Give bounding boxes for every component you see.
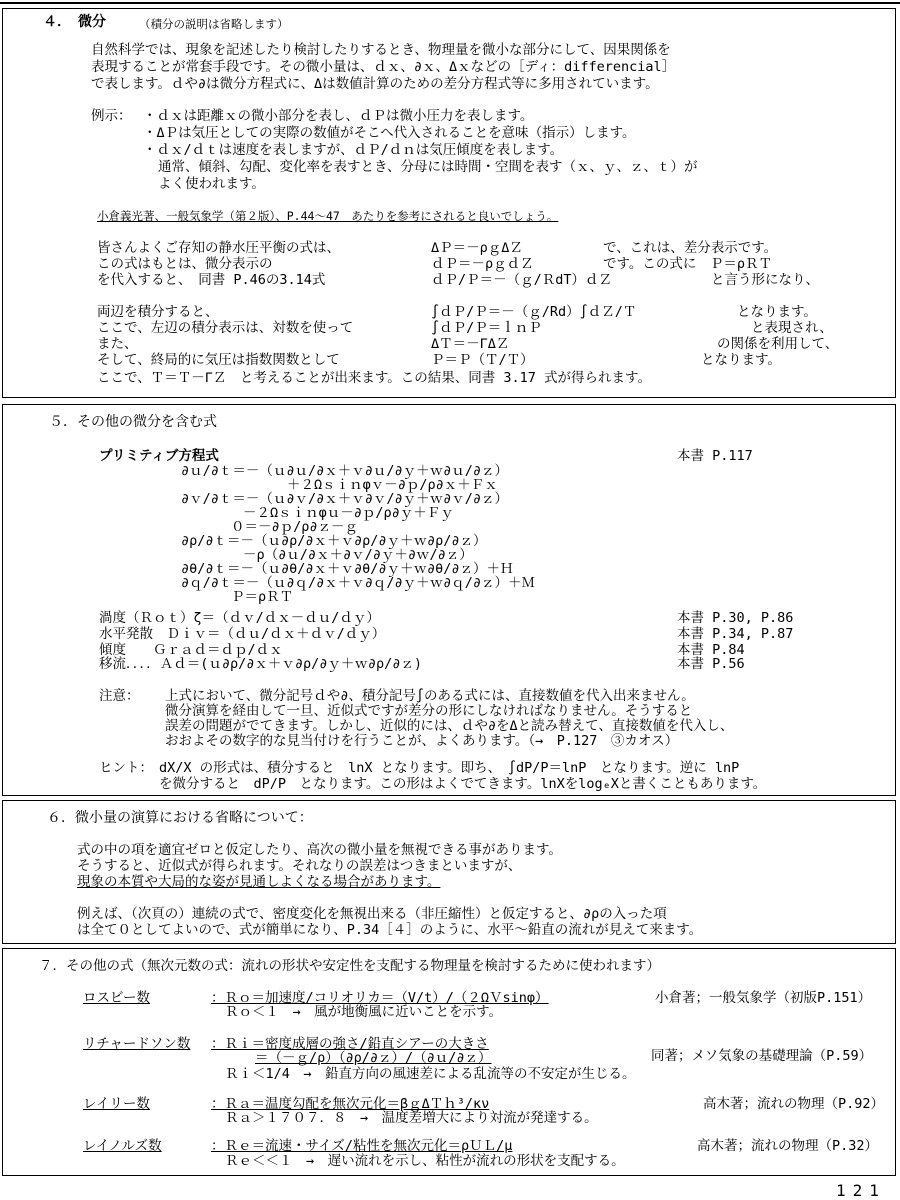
section-4-heading-note: （積分の説明は省略します）	[139, 17, 289, 31]
note-line: おおよその数字的な見当付けを行うことが、よくあります。（→ P.127 ③カオス）	[165, 733, 679, 749]
derivation-conclusion: ここで、Ｔ＝Ｔ－ΓＺ と考えることが出来ます。この結果、同書 3.17 式が得られます。	[97, 370, 651, 386]
number-condition: Ｒａ＞１７０７．８ → 温度差増大により対流が発達する。	[225, 1110, 598, 1126]
section-5-heading: ５．その他の微分を含む式	[49, 414, 217, 430]
derivation-remark: です。この式に Ｐ＝ρＲＴ	[603, 256, 773, 272]
definition-line: 傾度 Ｇｒａｄ＝ｄｐ/ｄｘ	[99, 642, 283, 658]
derivation-formula: ｄＰ/Ｐ＝－（ｇ/ＲdT）ｄＺ	[431, 272, 613, 288]
number-condition: Ｒｏ＜１ → 風が地衡風に近いことを示す。	[225, 1004, 503, 1020]
derivation-text: 両辺を積分すると、	[97, 304, 219, 320]
number-formula: ：Ｒｅ＝流速・サイズ/粘性を無次元化＝ρＵＬ/μ	[211, 1138, 513, 1154]
definition-line: 渦度（Ｒｏｔ）ζ＝（ｄｖ/ｄｘ－ｄｕ/ｄｙ）	[99, 610, 380, 626]
derivation-remark: となります。	[701, 352, 781, 368]
equation-line: ０＝－∂ｐ/ρ∂ｚ－ｇ	[231, 519, 359, 535]
definition-ref: 本書 P.34, P.87	[677, 626, 794, 642]
number-name: ロスビー数	[83, 990, 150, 1006]
section-4-heading: ４． 微分	[43, 14, 106, 30]
number-condition: Ｒｉ＜1/4 → 鉛直方向の風速差による乱流等の不安定が生じる。	[225, 1066, 636, 1082]
derivation-text: 皆さんよくご存知の静水圧平衡の式は、	[97, 240, 340, 256]
hint-line: を微分すると dP/P となります。この形はよくでてきます。lnXをlogₑXと書くこともあります。	[159, 776, 767, 792]
number-ref: 高木著；流れの物理（P.32）	[697, 1138, 879, 1154]
equation-line: ∂ｖ/∂ｔ＝－（ｕ∂ｖ/∂ｘ＋ｖ∂ｖ/∂ｙ＋ｗ∂ｖ/∂ｚ）	[181, 491, 509, 507]
equation-line: ∂ｑ/∂ｔ＝－（ｕ∂ｑ/∂ｘ＋ｖ∂ｑ/∂ｙ＋ｗ∂ｑ/∂ｚ）＋Ｍ	[181, 575, 536, 591]
number-ref: 高木著；流れの物理（P.92）	[703, 1096, 885, 1112]
equation-line: －ρ（∂ｕ/∂ｘ＋∂ｖ/∂ｙ＋∂ｗ/∂ｚ）	[243, 547, 473, 563]
derivation-text: を代入すると、 同書 P.46の3.14式	[97, 272, 326, 288]
note-line: 誤差の問題がでてきます。しかし、近似的には、ｄや∂をΔと読み替えて、直接数値を代入し、	[165, 718, 734, 734]
number-ref: 同著；メソ気象の基礎理論（P.59）	[651, 1048, 873, 1064]
equation-line: ∂ρ/∂ｔ＝－（ｕ∂ρ/∂ｘ＋ｖ∂ρ/∂ｙ＋ｗ∂ρ/∂ｚ）	[181, 533, 487, 549]
equation-line: ＋２Ωｓｉｎφｖ－∂ｐ/ρ∂ｘ＋Ｆｘ	[287, 477, 498, 493]
intro-line: 表現することが常套手段です。その微小量は、ｄｘ、∂ｘ、Δｘなどの［ディ：differencial］	[91, 59, 676, 75]
equation-line: －２Ωｓｉｎφｕ－∂ｐ/ρ∂ｙ＋Ｆｙ	[243, 505, 454, 521]
example-label: 例示：	[91, 108, 132, 124]
equation-line: Ｐ＝ρＲＴ	[231, 589, 294, 605]
section-7-box	[2, 948, 896, 1176]
number-name: リチャードソン数	[83, 1036, 191, 1052]
number-name: レイノルズ数	[83, 1138, 162, 1154]
page-number: 121	[836, 1181, 886, 1200]
derivation-remark: となります。	[737, 304, 817, 320]
note-label: 注意：	[99, 688, 140, 704]
note-line: 微分演算を経由して一旦、近似式ですが差分の形にしなければなりません。そうすると	[165, 703, 693, 719]
derivation-formula: ΔＴ＝－ΓΔＺ	[431, 336, 510, 352]
derivation-remark: の関係を利用して、	[717, 336, 839, 352]
paragraph-line-underlined: 現象の本質や大局的な姿が見通しよくなる場合があります。	[77, 874, 441, 890]
intro-line: で表します。ｄや∂は微分方程式に、Δは数値計算のための差分方程式等に多用されています。	[91, 76, 659, 92]
definition-ref: 本書 P.56	[677, 656, 745, 672]
number-name: レイリー数	[83, 1096, 150, 1112]
derivation-remark: で、これは、差分表示です。	[603, 240, 778, 256]
hint-line: dX/X の形式は、積分すると lnX となります。即ち、 ∫dP/P＝lnP となります。逆に lnP	[159, 760, 740, 776]
derivation-text: ここで、左辺の積分表示は、対数を使って	[97, 320, 354, 336]
example-line: 通常、傾斜、勾配、変化率を表すとき、分母には時間・空間を表す（ｘ、ｙ、ｚ、ｔ）が	[158, 159, 698, 175]
intro-line: 自然科学では、現象を記述したり検討したりするとき、物理量を微小な部分にして、因果関係を	[91, 42, 671, 58]
equation-line: ∂θ/∂ｔ＝－（ｕ∂θ/∂ｘ＋ｖ∂θ/∂ｙ＋ｗ∂θ/∂ｚ）＋Ｈ	[181, 561, 514, 577]
derivation-text: また、	[97, 336, 138, 352]
derivation-formula: Ｐ＝Ｐ（Ｔ/Ｔ）	[431, 352, 534, 368]
section-7-heading: ７．その他の式（無次元数の式：流れの形状や安定性を支配する物理量を検討するために使われます）	[39, 958, 660, 974]
number-condition: Ｒｅ＜＜１ → 遅い流れを示し、粘性が流れの形状を支配する。	[225, 1153, 625, 1169]
paragraph-line: は全て０としてよいので、式が簡単になり、P.34［４］のように、水平～鉛直の流れが見えて来ます。	[77, 922, 703, 938]
note-line: 上式において、微分記号ｄや∂、積分記号∫のある式には、直接数値を代入出来ません。	[165, 688, 695, 704]
number-formula: ：Ｒｉ＝密度成層の強さ/鉛直シアーの大きさ	[211, 1036, 489, 1052]
derivation-text: この式はもとは、微分表示の	[97, 256, 273, 272]
definition-ref: 本書 P.30, P.86	[677, 610, 794, 626]
number-formula: ：Ｒｏ＝加速度/コリオリカ＝（V/t）/（２ΩＶsinφ）	[211, 990, 549, 1006]
example-line: ・ΔＰは気圧としての実際の数値がそこへ代入されることを意味（指示）します。	[143, 125, 636, 141]
derivation-formula: ∫ｄＰ/Ｐ＝－（ｇ/Rd）∫ｄＺ/Ｔ	[431, 304, 637, 320]
derivation-text: そして、終局的に気圧は指数関数として	[97, 352, 340, 368]
number-ref: 小倉著；一般気象学（初版P.151）	[655, 990, 872, 1006]
top-rule	[0, 2, 900, 4]
section-5-box	[2, 404, 896, 796]
number-formula: ：Ｒａ＝温度勾配を無次元化＝βｇΔＴｈ³/κν	[211, 1096, 490, 1112]
equation-line: ∂ｕ/∂ｔ＝－（ｕ∂ｕ/∂ｘ＋ｖ∂ｕ/∂ｙ＋ｗ∂ｕ/∂ｚ）	[181, 463, 509, 479]
primitive-equations-title: プリミティブ方程式	[99, 448, 219, 464]
paragraph-line: 例えば、（次頁の）連続の式で、密度変化を無視出来る（非圧縮性）と仮定すると、∂ρの入った項	[77, 906, 667, 922]
paragraph-line: そうすると、近似式が得られます。それなりの誤差はつきまといますが、	[77, 858, 522, 874]
example-line: ・ｄｘは距離ｘの微小部分を表し、ｄＰは微小圧力を表します。	[143, 108, 534, 124]
derivation-formula: ｄＰ＝－ρｇｄＺ	[431, 256, 534, 272]
derivation-remark: と言う形になり、	[711, 272, 819, 288]
definition-ref: 本書 P.84	[677, 642, 745, 658]
definition-line: 移流．．．．Ａｄ＝(ｕ∂ρ/∂ｘ＋ｖ∂ρ/∂ｙ＋ｗ∂ρ/∂ｚ)	[99, 656, 423, 672]
section-6-box	[2, 800, 896, 944]
reference-note: 小倉義光著、一般気象学（第２版）、P.44～47 あたりを参考にされると良いでしょう。	[97, 209, 559, 223]
derivation-formula: ΔＰ＝－ρｇΔＺ	[431, 240, 523, 256]
example-line: よく使われます。	[158, 176, 265, 192]
hint-label: ヒント：	[99, 760, 153, 776]
section-6-heading: ６．微小量の演算における省略について：	[47, 810, 313, 826]
section-4-box	[2, 8, 896, 398]
derivation-remark: と表現され、	[751, 320, 833, 336]
definition-line: 水平発散 Ｄｉｖ＝（ｄｕ/ｄｘ＋ｄｖ/ｄｙ）	[99, 626, 386, 642]
paragraph-line: 式の中の項を適宜ゼロと仮定したり、高次の微小量を無視できる事があります。	[77, 842, 562, 858]
derivation-formula: ∫ｄＰ/Ｐ＝ｌｎＰ	[431, 320, 542, 336]
primitive-equations-ref: 本書 P.117	[677, 448, 753, 464]
number-formula-cont: ＝（－ｇ/ρ）（∂ρ/∂ｚ）/（∂ｕ/∂ｚ）	[255, 1050, 492, 1066]
example-line: ・ｄｘ/ｄｔは速度を表しますが、ｄＰ/ｄｎは気圧傾度を表します。	[143, 142, 564, 158]
